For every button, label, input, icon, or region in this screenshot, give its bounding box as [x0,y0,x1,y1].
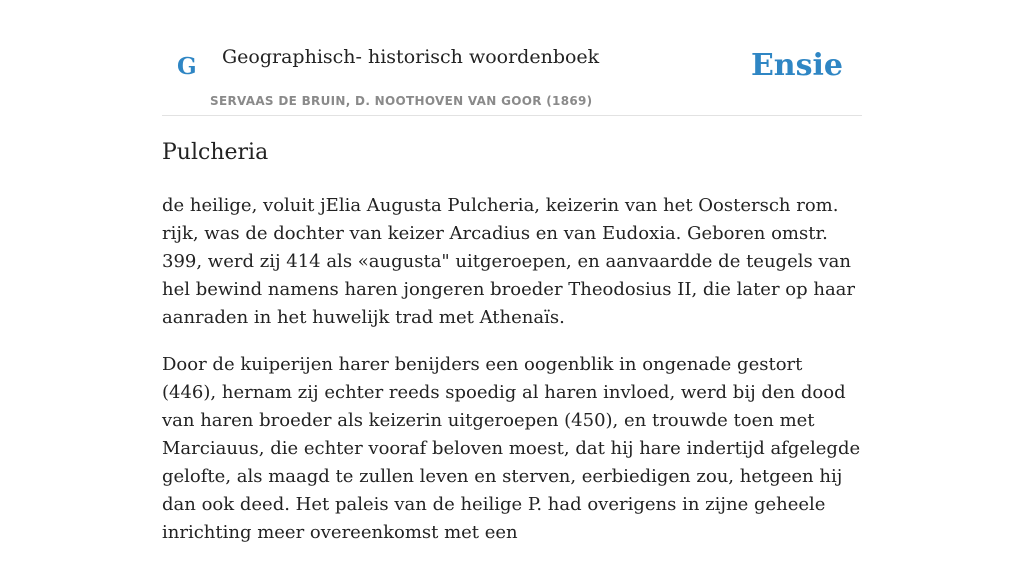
book-author: SERVAAS DE BRUIN, D. NOOTHOVEN VAN GOOR (1869) [210,94,593,108]
header [162,0,862,116]
book-title[interactable]: Geographisch- historisch woordenboek [222,46,600,68]
entry-title: Pulcheria [162,140,269,165]
book-logo-icon[interactable]: G [177,53,197,80]
entry-paragraph: Door de kuiperijen harer benijders een oogenblik in ongenade gestort (446), hernam zij echter reeds spoedig al haren invloed, werd bij den dood van haren broeder als keizerin uitgeroepen (450), en trouwde toen met Marciauus, die echter vooraf beloven moest, dat hij hare indertijd afgelegde gelofte, als maagd te zullen leven en sterven, eerbiedigen zou, hetgeen hij dan ook deed. Het paleis van de heilige P. had overigens in zijne geheele inrichting meer overeenkomst met een [162,354,861,543]
content-container [162,0,862,543]
entry-paragraph: de heilige, voluit jElia Augusta Pulcheria, keizerin van het Oostersch rom. rijk, was de dochter van keizer Arcadius en van Eudoxia. Geboren omstr. 399, werd zij 414 als «augusta" uitgeroepen, en aanvaardde de teugels van hel bewind namens haren jongeren broeder Theodosius II, die later op haar aanraden in het huwelijk trad met Athenaïs. [162,195,856,328]
entry-body [162,192,862,566]
brand-logo[interactable]: Ensie [750,48,843,83]
